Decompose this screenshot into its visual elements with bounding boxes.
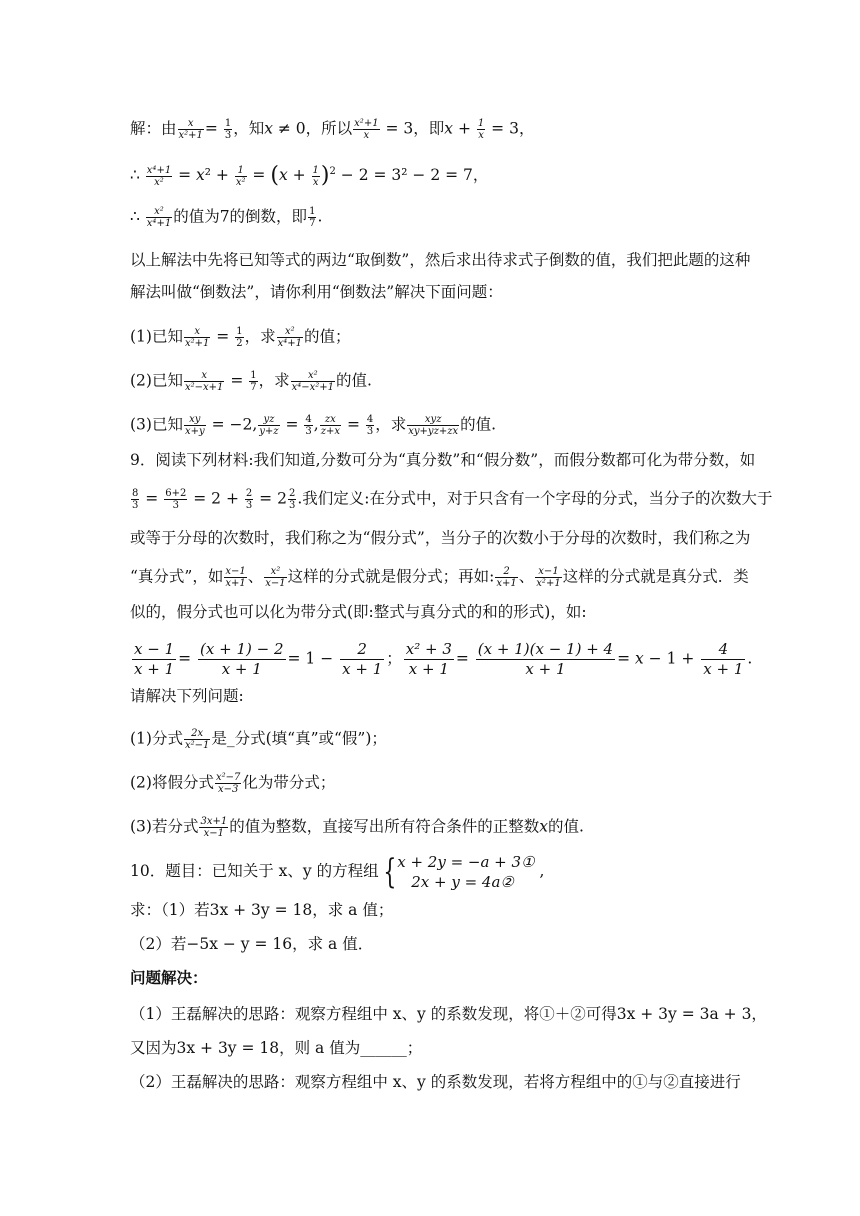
q9-ask: 请解决下列问题:	[130, 687, 244, 705]
q8-part-3: (3)已知 $\frac{xy}{x+y}$ = −2, $\frac{yz}{y+z}$ = $\frac{4}{3}$ , $\frac{zx}{z+x}$ = $\frac{4}{3}$ ，求 $\frac{\text{xyz}}{xy+yz+zx}$ 的值.	[130, 414, 497, 437]
q9-intro-1: 9．阅读下列材料:我们知道,分数可分为“真分数”和“假分数”，而假分数都可化为带分数，如	[130, 451, 756, 469]
solution-line-1: 解：由 $\frac{x}{\text{x²+1}}$ = $\frac{1}{3}$ ，知x ≠ 0，所以 $\frac{\text{x²+1}}{x}$ = 3，即x + $\frac{1}{x}$ = 3，	[130, 118, 535, 141]
q10-section-title: 问题解决：	[130, 969, 208, 987]
solution-line-2: ∴ $\frac{\text{x⁴+1}}{\text{x²}}$ = x² + $\frac{1}{\text{x²}}$ = (x + $\frac{1}{x}$ )$^2$ − 2 = 3² − 2 = 7，	[130, 163, 489, 189]
q9-part-1: (1)分式 $\frac{2x}{\text{x²−1}}$ 是_分式(填“真”或“假”)；	[130, 728, 387, 751]
q10-solution-1a: （1）王磊解决的思路：观察方程组中 x、y 的系数发现，将①＋②可得3x + 3y = 3a + 3，	[130, 1005, 767, 1023]
method-text-2: 解法叫做“倒数法”，请你利用“倒数法”解决下面问题：	[130, 283, 503, 301]
q9-intro-5: 似的，假分式也可以化为带分式(即:整式与真分式的和的形式)，如:	[130, 603, 587, 621]
method-text-1: 以上解法中先将已知等式的两边“取倒数”，然后求出待求式子倒数的值，我们把此题的这种	[130, 251, 751, 269]
q9-example: $\frac{x - 1}{x + 1}$ = $\frac{(x + 1) - 2}{x + 1}$ = 1 − $\frac{2}{x + 1}$ ； $\frac{\text{x² + 3}}{x + 1}$ = $\frac{(x + 1)(x - 1) + 4}{x + 1}$ = x − 1 + $\frac{4}{x + 1}$ .	[134, 640, 753, 678]
q9-intro-3: 或等于分母的次数时，我们称之为“假分式”，当分子的次数小于分母的次数时，我们称之为	[130, 529, 751, 547]
q9-intro-2: $\frac{8}{3}$ = $\frac{6+2}{3}$ = 2 + $\frac{2}{3}$ = 2 $\frac{2}{3}$ .我们定义:在分式中，对于只含有一个字母的分式，当分子的次数大于	[132, 488, 773, 511]
q8-part-1: (1)已知 $\frac{x}{\text{x²+1}}$ = $\frac{1}{2}$ ，求 $\frac{\text{x²}}{\text{x⁴+1}}$ 的值；	[130, 326, 351, 349]
q10-intro: 10．题目：已知关于 x、y 的方程组 { x + 2y = −a + 3① 2x + y = 4a② ,	[130, 852, 545, 892]
q10-ask-2: （2）若−5x − y = 16，求 a 值．	[130, 935, 374, 953]
solution-line-3: ∴ $\frac{\text{x²}}{\text{x⁴+1}}$ 的值为7的倒数，即 $\frac{1}{7}$ .	[130, 206, 323, 229]
q8-part-2: (2)已知 $\frac{x}{\text{x²−x+1}}$ = $\frac{1}{7}$ ，求 $\frac{\text{x²}}{\text{x⁴−x²+1}}$ 的值.	[130, 370, 372, 393]
q10-solution-1b: 又因为3x + 3y = 18，则 a 值为______；	[130, 1039, 423, 1057]
q10-solution-2a: （2）王磊解决的思路：观察方程组中 x、y 的系数发现，若将方程组中的①与②直接进行	[130, 1073, 741, 1091]
q9-part-2: (2)将假分式 $\frac{\text{x²−7}}{x-3}$ 化为带分式；	[130, 772, 336, 795]
q9-intro-4: “真分式”，如 $\frac{x-1}{x+1}$ 、 $\frac{\text{x²}}{x-1}$ 这样的分式就是假分式；再如: $\frac{2}{x+1}$ 、 $\frac{x-1}{\text{x²+1}}$ 这样的分式就是真分式．类	[130, 566, 749, 589]
q10-ask-1: 求：（1）若3x + 3y = 18，求 a 值；	[130, 901, 394, 919]
q9-part-3: (3)若分式 $\frac{3x+1}{x-1}$ 的值为整数，直接写出所有符合条件的正整数x的值.	[130, 816, 584, 839]
